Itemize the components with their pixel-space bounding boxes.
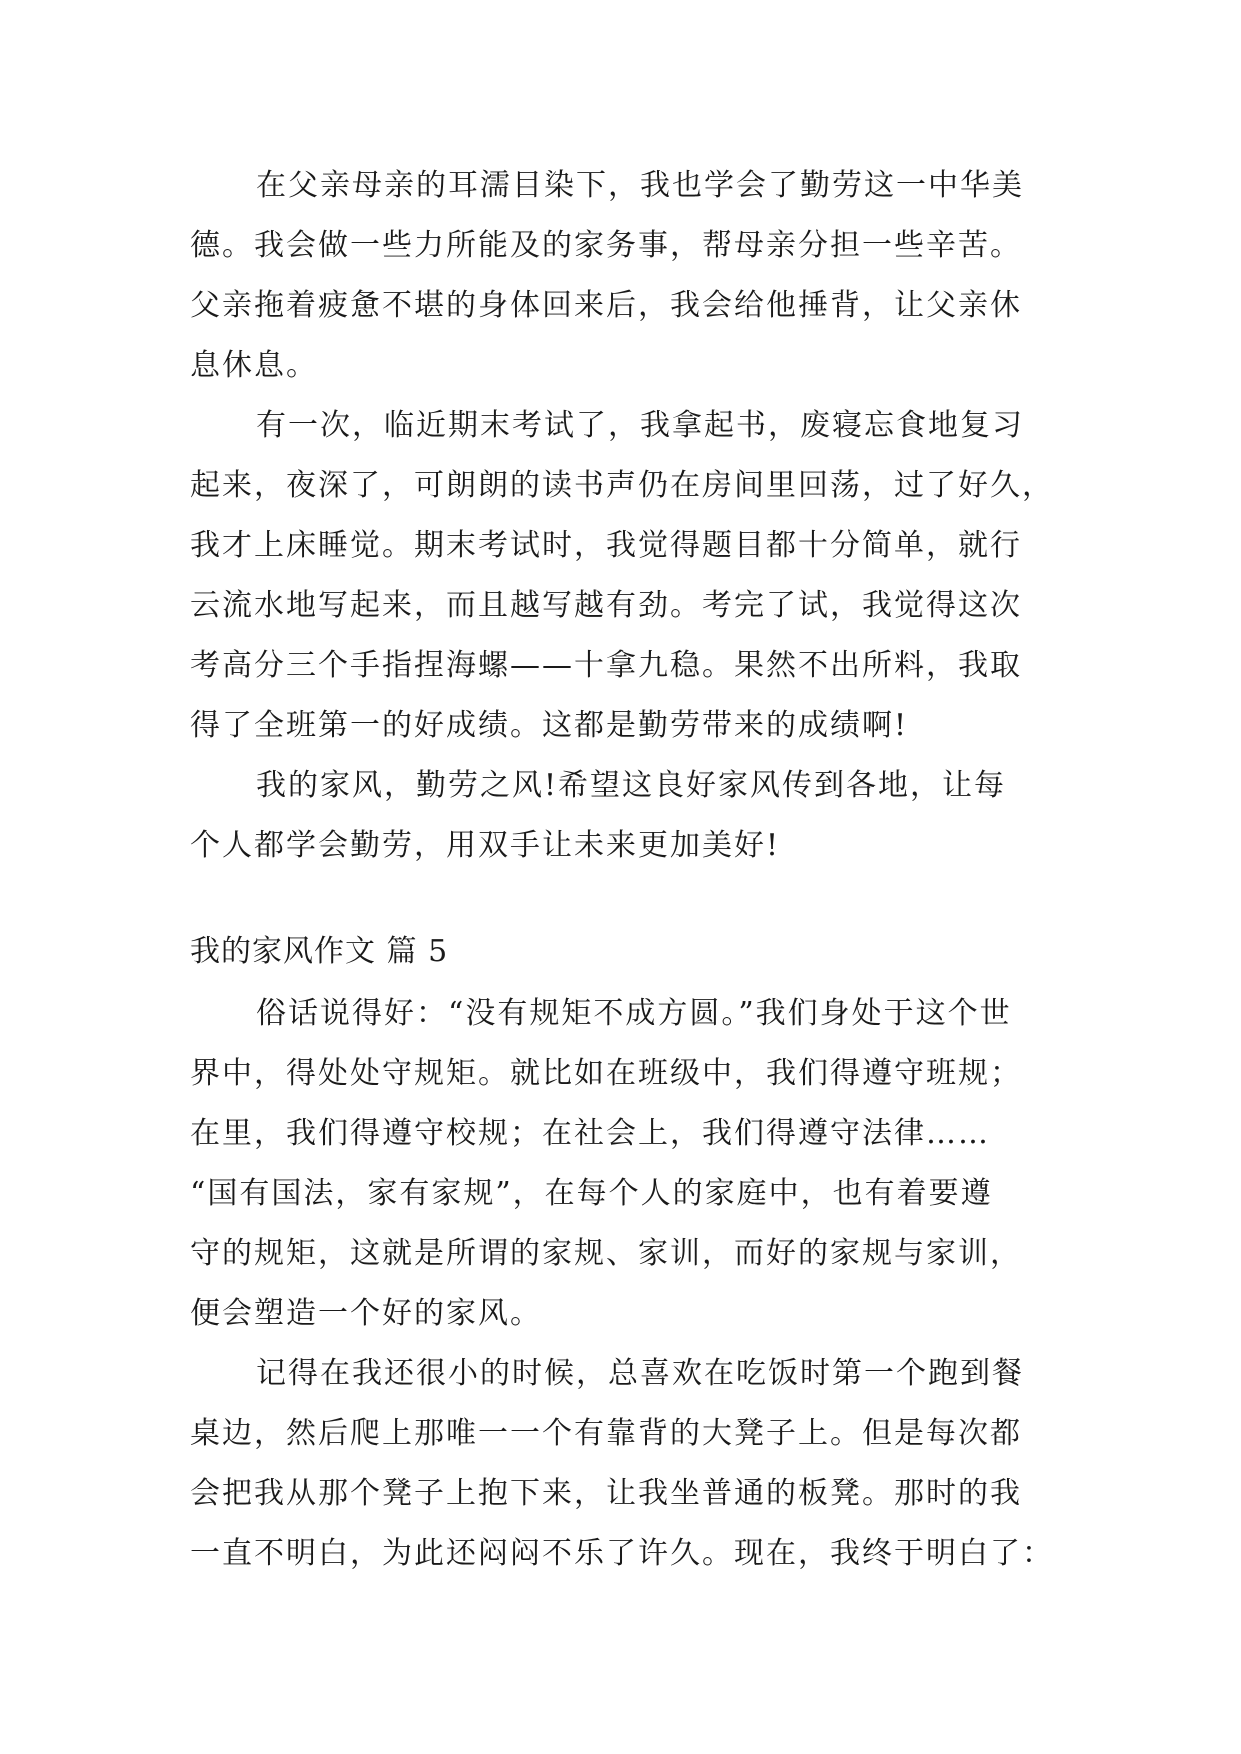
paragraph-line: 在里，我们得遵守校规；在社会上，我们得遵守法律…… bbox=[190, 1116, 990, 1151]
paragraph-line: 个人都学会勤劳，用双手让未来更加美好! bbox=[190, 828, 781, 863]
paragraph-line: 息休息。 bbox=[190, 348, 318, 383]
paragraph-line: 守的规矩，这就是所谓的家规、家训，而好的家规与家训， bbox=[190, 1236, 1022, 1271]
paragraph-line: 父亲拖着疲惫不堪的身体回来后，我会给他捶背，让父亲休 bbox=[190, 288, 1022, 323]
paragraph-line: 便会塑造一个好的家风。 bbox=[190, 1296, 542, 1331]
paragraph-line: 桌边，然后爬上那唯一一个有靠背的大凳子上。但是每次都 bbox=[190, 1416, 1022, 1451]
paragraph-line: 记得在我还很小的时候，总喜欢在吃饭时第一个跑到餐 bbox=[256, 1356, 1024, 1391]
paragraph-line: 得了全班第一的好成绩。这都是勤劳带来的成绩啊! bbox=[190, 708, 909, 743]
paragraph-line: 云流水地写起来，而且越写越有劲。考完了试，我觉得这次 bbox=[190, 588, 1022, 623]
paragraph-line: 在父亲母亲的耳濡目染下，我也学会了勤劳这一中华美 bbox=[256, 168, 1024, 203]
paragraph-line: 有一次，临近期末考试了，我拿起书，废寝忘食地复习 bbox=[256, 408, 1024, 443]
section-heading: 我的家风作文 篇 5 bbox=[190, 934, 449, 969]
paragraph-line: 界中，得处处守规矩。就比如在班级中，我们得遵守班规； bbox=[190, 1056, 1022, 1091]
paragraph-line: 起来，夜深了，可朗朗的读书声仍在房间里回荡，过了好久， bbox=[190, 468, 1054, 503]
paragraph-line: 德。我会做一些力所能及的家务事，帮母亲分担一些辛苦。 bbox=[190, 228, 1022, 263]
paragraph-line: 俗话说得好：“没有规矩不成方圆。”我们身处于这个世 bbox=[256, 996, 1012, 1031]
paragraph-line: 我才上床睡觉。期末考试时，我觉得题目都十分简单，就行 bbox=[190, 528, 1022, 563]
paragraph-line: 会把我从那个凳子上抱下来，让我坐普通的板凳。那时的我 bbox=[190, 1476, 1022, 1511]
paragraph-line: 一直不明白，为此还闷闷不乐了许久。现在，我终于明白了： bbox=[190, 1536, 1054, 1571]
paragraph-line: “国有国法，家有家规”，在每个人的家庭中，也有着要遵 bbox=[190, 1176, 993, 1211]
paragraph-line: 考高分三个手指捏海螺——十拿九稳。果然不出所料，我取 bbox=[190, 648, 1022, 683]
paragraph-line: 我的家风，勤劳之风!希望这良好家风传到各地，让每 bbox=[256, 768, 1007, 803]
